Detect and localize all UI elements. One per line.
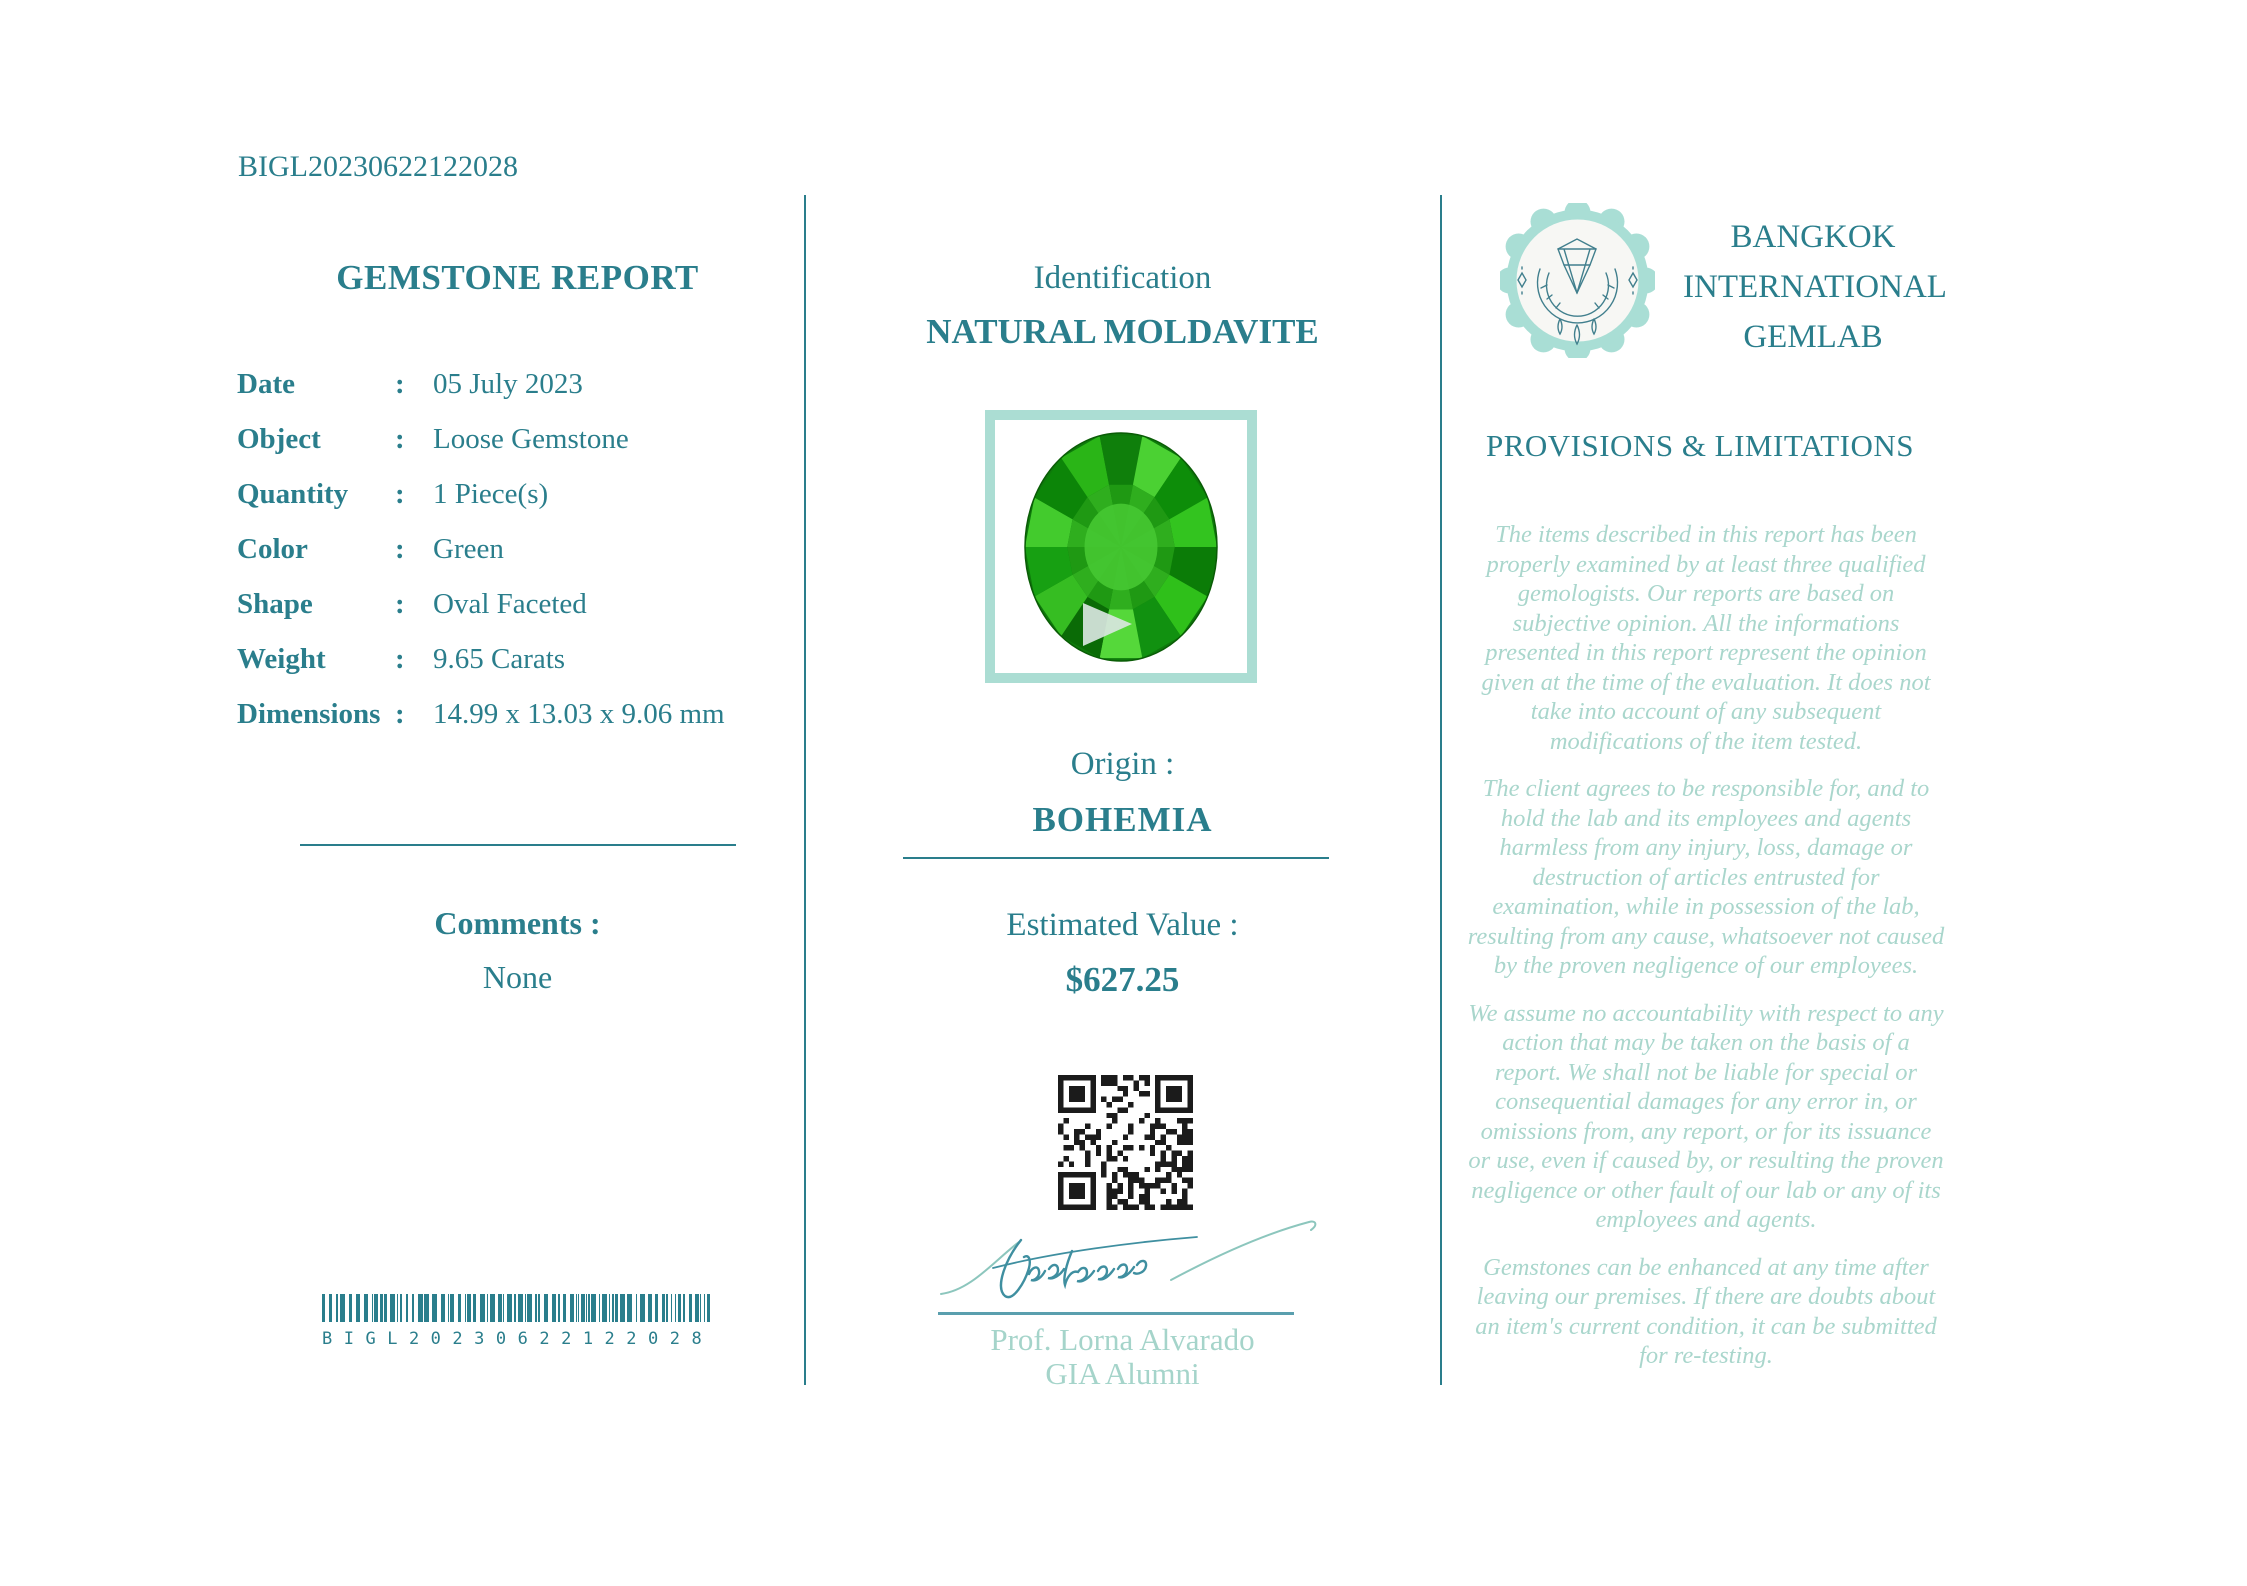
barcode bbox=[322, 1294, 713, 1349]
page-title: GEMSTONE REPORT bbox=[336, 258, 699, 297]
detail-label: Shape bbox=[237, 588, 313, 620]
left-divider-rule bbox=[300, 844, 736, 846]
provisions-paragraph: The client agrees to be responsible for, and to hold the lab and its employees and agents harmless from any injury, loss, damage or destruction of articles entrusted for examination, while in possession of the lab, resulting from any cause, whatsoever not caused by the proven negligence of our employees. bbox=[1467, 775, 1945, 979]
identification-heading: Identification bbox=[1033, 260, 1212, 296]
signatory-name: Prof. Lorna Alvarado bbox=[990, 1322, 1255, 1357]
detail-value: 05 July 2023 bbox=[433, 368, 583, 400]
report-number: BIGL20230622122028 bbox=[238, 150, 518, 183]
detail-label: Quantity bbox=[237, 478, 349, 510]
barcode-text: BIGL20230622122028 bbox=[322, 1329, 713, 1349]
detail-colon: : bbox=[395, 533, 405, 565]
detail-label: Color bbox=[237, 533, 308, 565]
column-divider bbox=[804, 195, 806, 1385]
detail-value: Green bbox=[433, 533, 504, 565]
gem-photo-frame bbox=[985, 410, 1257, 683]
column-divider bbox=[1440, 195, 1442, 1385]
detail-label: Weight bbox=[237, 643, 326, 675]
detail-colon: : bbox=[395, 423, 405, 455]
qr-code bbox=[1058, 1075, 1193, 1210]
gem-photo bbox=[995, 420, 1247, 673]
lab-name bbox=[1683, 212, 1947, 362]
gemlab-badge-icon bbox=[1500, 203, 1655, 358]
provisions-text bbox=[1467, 520, 1945, 1389]
detail-colon: : bbox=[395, 698, 405, 730]
detail-value: Oval Faceted bbox=[433, 588, 587, 620]
barcode-bars-icon bbox=[322, 1294, 713, 1322]
table-row bbox=[237, 412, 782, 467]
signature-script bbox=[935, 1216, 1325, 1316]
detail-value: 14.99 x 13.03 x 9.06 mm bbox=[433, 698, 725, 730]
table-row bbox=[237, 687, 782, 742]
middle-divider-rule bbox=[903, 857, 1329, 859]
estimated-value-amount: $627.25 bbox=[1065, 960, 1180, 999]
detail-colon: : bbox=[395, 588, 405, 620]
provisions-paragraph: The items described in this report has been properly examined by at least three qualified gemologists. Our reports are based on subjective opinion. All the informations presented in this report represent the opinion given at the time of the evaluation. It does not take into account of any subsequent modifications of the item tested. bbox=[1481, 521, 1931, 755]
origin-heading: Origin : bbox=[1070, 746, 1175, 782]
table-row bbox=[237, 357, 782, 412]
detail-colon: : bbox=[395, 643, 405, 675]
identification-value: NATURAL MOLDAVITE bbox=[926, 312, 1319, 351]
comments-value: None bbox=[482, 959, 553, 995]
provisions-paragraph: Gemstones can be enhanced at any time after leaving our premises. If there are doubts about an item's current condition, it can be submitted for re-testing. bbox=[1475, 1253, 1937, 1369]
signature-rule bbox=[938, 1312, 1294, 1315]
table-row bbox=[237, 467, 782, 522]
detail-value: 9.65 Carats bbox=[433, 643, 566, 675]
lab-name-line: INTERNATIONAL bbox=[1683, 269, 1947, 305]
origin-value: BOHEMIA bbox=[1032, 800, 1213, 839]
detail-value: 1 Piece(s) bbox=[433, 478, 549, 510]
detail-colon: : bbox=[395, 478, 405, 510]
detail-label: Dimensions bbox=[237, 698, 381, 730]
provisions-heading: PROVISIONS & LIMITATIONS bbox=[1485, 428, 1915, 463]
table-row bbox=[237, 577, 782, 632]
detail-label: Object bbox=[237, 423, 321, 455]
comments-heading: Comments : bbox=[434, 905, 601, 941]
provisions-paragraph: We assume no accountability with respect to any action that may be taken on the basis of a report. We shall not be liable for special or consequential damages for any error in, or omissions from, any report, or for its issuance or use, even if caused by, or resulting the proven negligence or other fault of our lab or any of its employees and agents. bbox=[1468, 999, 1944, 1233]
estimated-value-heading: Estimated Value : bbox=[1006, 907, 1239, 943]
detail-colon: : bbox=[395, 368, 405, 400]
detail-label: Date bbox=[237, 368, 295, 400]
lab-name-line: GEMLAB bbox=[1743, 319, 1883, 355]
table-row bbox=[237, 632, 782, 687]
lab-name-line: BANGKOK bbox=[1730, 219, 1896, 255]
detail-value: Loose Gemstone bbox=[433, 423, 629, 455]
table-row bbox=[237, 522, 782, 577]
signatory-title: GIA Alumni bbox=[1045, 1356, 1200, 1391]
gem-details-table bbox=[237, 357, 782, 742]
